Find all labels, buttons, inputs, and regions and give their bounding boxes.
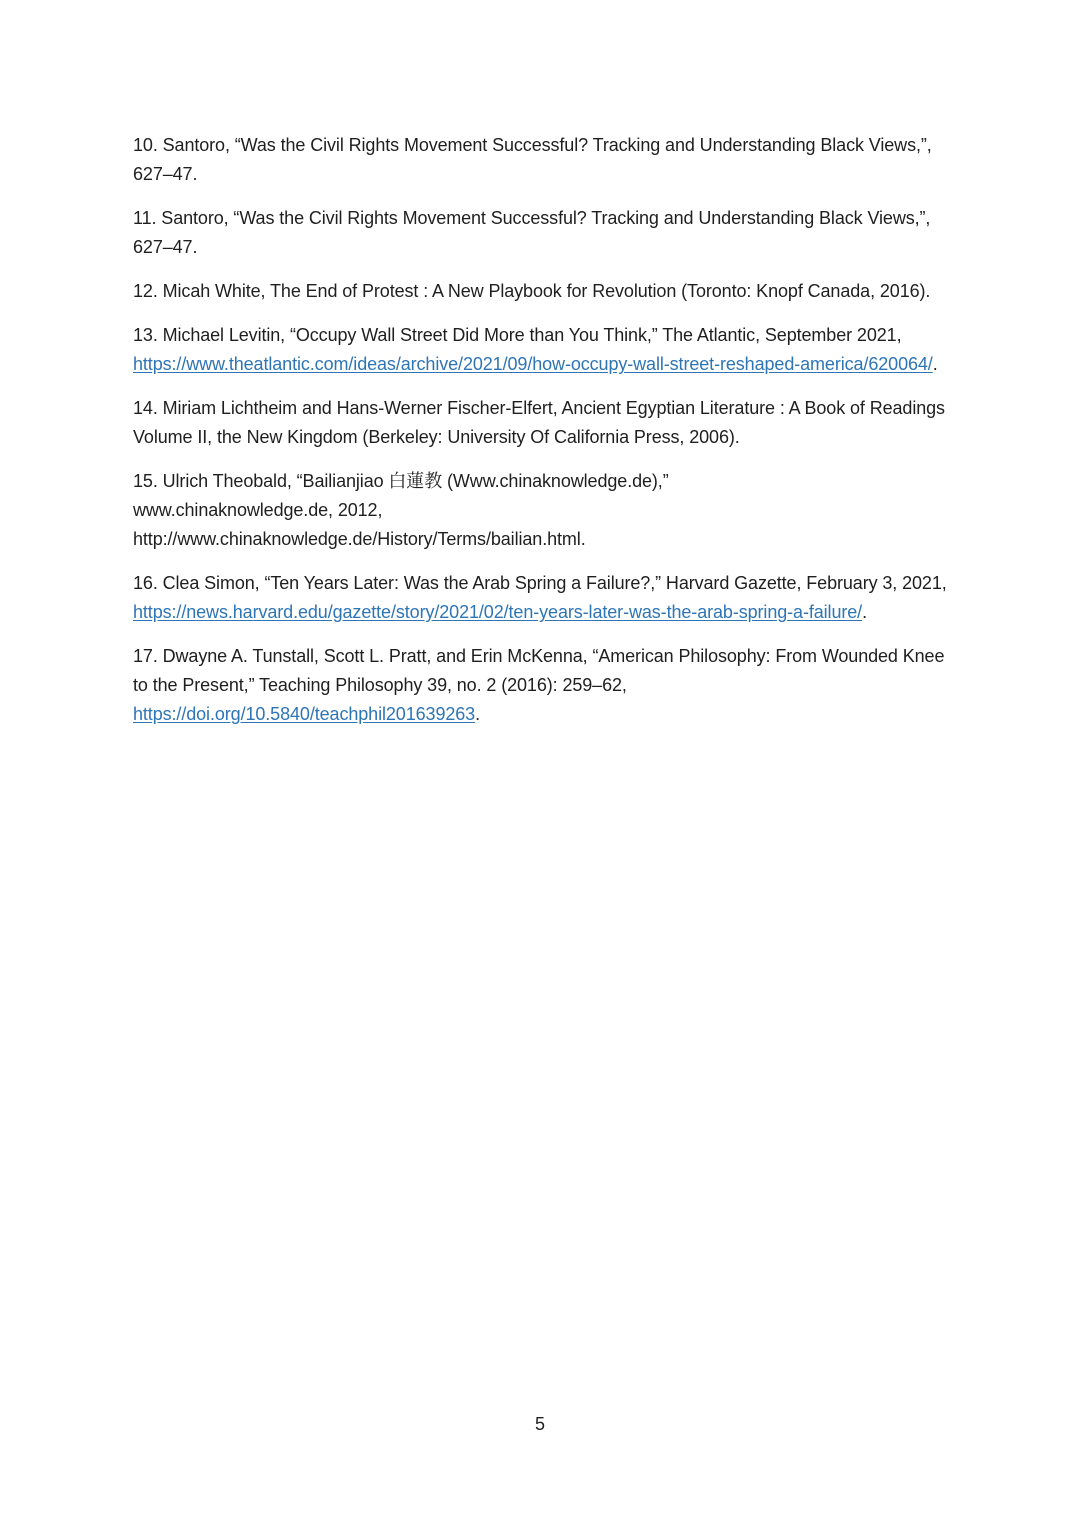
citation-text: . — [862, 602, 867, 622]
citation-text: 16. Clea Simon, “Ten Years Later: Was the Arab Spring a Failure?,” Harvard Gazette, February 3, 2021, — [133, 573, 947, 593]
page-number: 5 — [534, 1414, 545, 1434]
citation-entry — [133, 569, 948, 627]
citation-entry — [133, 642, 948, 729]
citation-text: 12. Micah White, The End of Protest : A New Playbook for Revolution (Toronto: Knopf Canada, 2016). — [133, 281, 931, 301]
citation-link[interactable]: https://news.harvard.edu/gazette/story/2021/02/ten-years-later-was-the-arab-spring-a-failure/ — [133, 602, 863, 622]
citation-entry — [133, 321, 948, 379]
citation-text: . — [932, 354, 938, 374]
citation-link[interactable]: https://www.theatlantic.com/ideas/archive/2021/09/how-occupy-wall-street-reshaped-america/620064/ — [133, 354, 933, 374]
citation-entry — [133, 394, 948, 452]
citation-text: 10. Santoro, “Was the Civil Rights Movement Successful? Tracking and Understanding Black Views,”, 627–47. — [133, 135, 932, 184]
citation-text: . — [475, 704, 480, 724]
citation-entry — [133, 277, 948, 306]
citation-text: 11. Santoro, “Was the Civil Rights Movement Successful? Tracking and Understanding Black Views,”, 627–47. — [133, 208, 931, 257]
citation-text: 17. Dwayne A. Tunstall, Scott L. Pratt, and Erin McKenna, “American Philosophy: From Wounded Knee to the Present,” Teaching Philosophy 39, no. 2 (2016): 259–62, — [133, 646, 945, 695]
citation-text: 13. Michael Levitin, “Occupy Wall Street Did More than You Think,” The Atlantic, September 2021, — [133, 325, 902, 345]
citation-text: 14. Miriam Lichtheim and Hans-Werner Fischer-Elfert, Ancient Egyptian Literature : A Book of Readings Volume II, the New Kingdom (Berkeley: University Of California Press, 2006). — [133, 398, 945, 447]
citation-entry — [133, 204, 948, 262]
citation-text: 15. Ulrich Theobald, “Bailianjiao 白蓮教 (Www.chinaknowledge.de),” — [133, 471, 669, 491]
citation-entry — [133, 131, 948, 189]
citation-list — [133, 131, 948, 744]
citation-text: http://www.chinaknowledge.de/History/Terms/bailian.html. — [133, 529, 586, 549]
citation-entry — [133, 467, 948, 554]
citation-text: www.chinaknowledge.de, 2012, — [133, 500, 383, 520]
citation-link[interactable]: https://doi.org/10.5840/teachphil201639263 — [133, 704, 476, 724]
